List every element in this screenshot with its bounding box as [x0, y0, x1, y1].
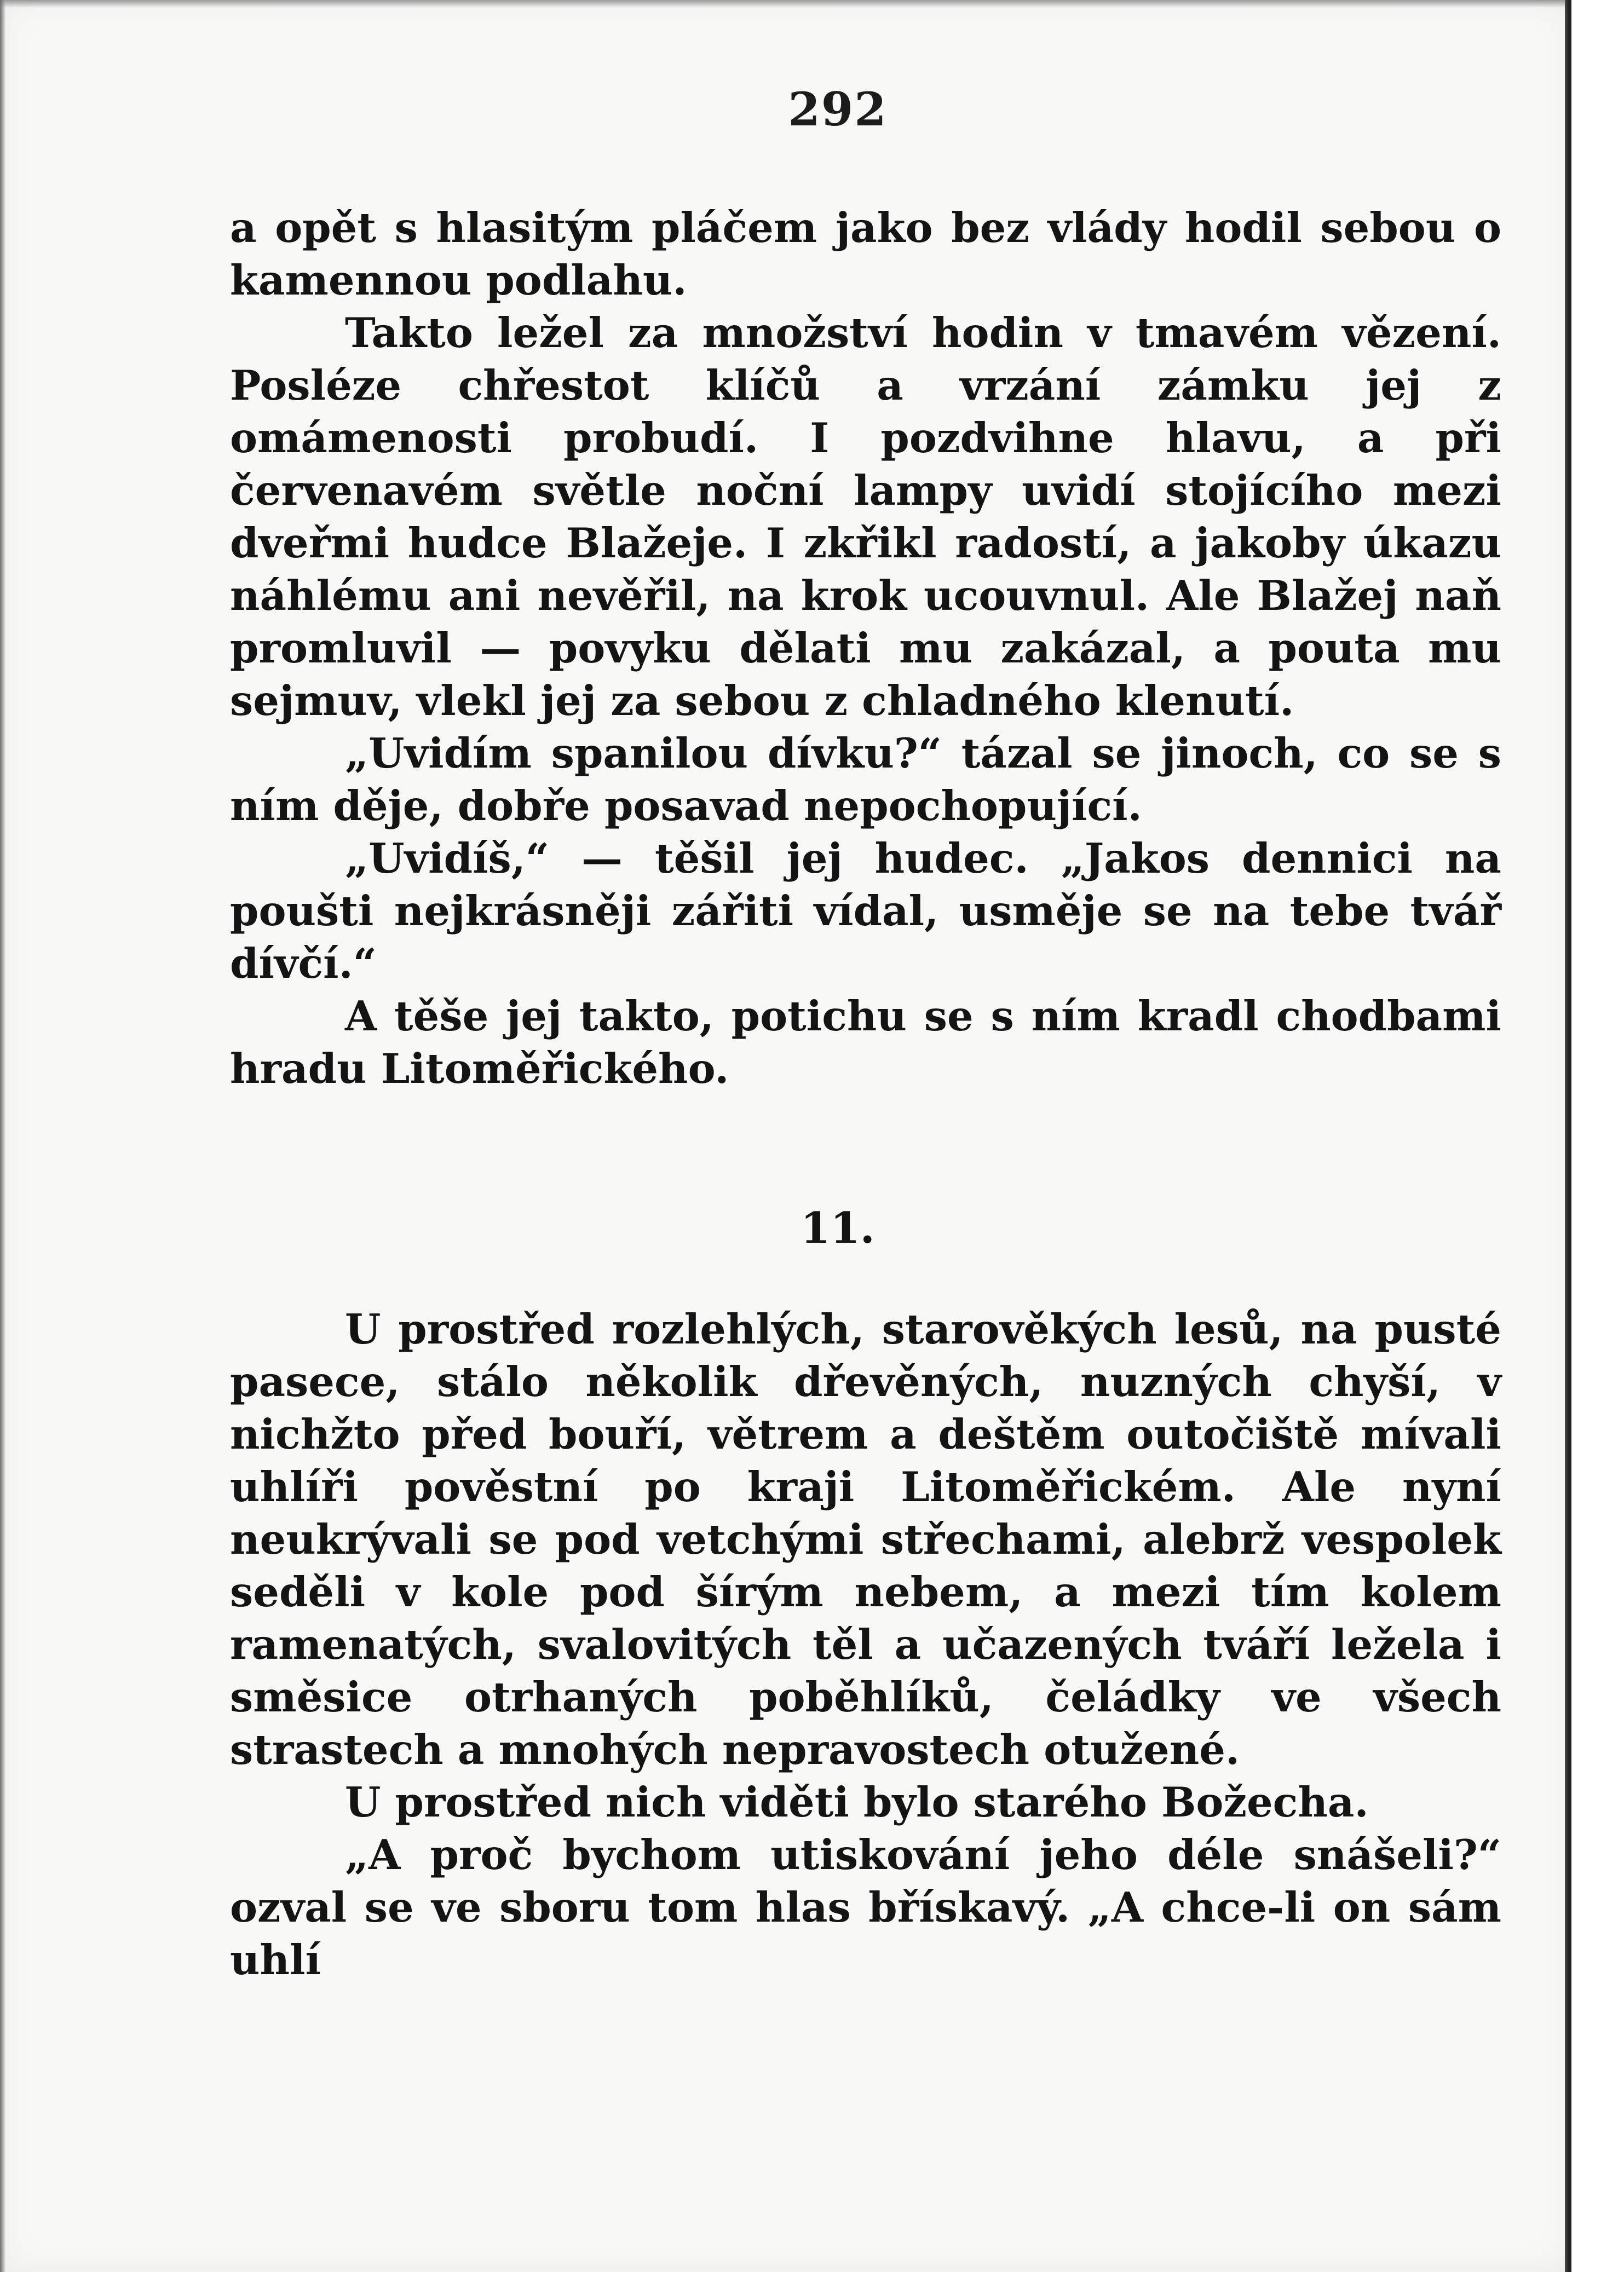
paragraph: „A proč bychom utiskování jeho déle snášeli?“ ozval se ve sboru tom hlas břískavý. „A chce-li on sám uhlí [230, 1831, 1501, 1984]
paragraph: a opět s hlasitým pláčem jako bez vlády hodil sebou o kamennou podlahu. [230, 204, 1501, 304]
text-block-after-section [230, 1303, 1501, 1986]
paragraph: U prostřed rozlehlých, starověkých lesů, na pusté pasece, stálo několik dřevěných, nuzných chyší, v nichžto před bouří, větrem a deštěm outočiště mívali uhlíři pověstní po kraji Litoměřickém. Ale nyní neukrývali se pod vetchými střechami, alebrž vespolek seděli v kole pod šírým nebem, a mezi tím kolem ramenatých, svalovitých těl a učazených tváří ležela i směsice otrhaných poběhlíků, čeládky ve všech strastech a mnohých nepravostech otužené. [230, 1305, 1501, 1774]
text-block-before-section [230, 201, 1501, 1095]
paragraph: Takto ležel za množství hodin v tmavém vězení. Posléze chřestot klíčů a vrzání zámku jej z omámenosti probudí. I pozdvihne hlavu, a při červenavém světle noční lampy uvidí stojícího mezi dveřmi hudce Blažeje. I zkřikl radostí, a jakoby úkazu náhlému ani nevěřil, na krok ucouvnul. Ale Blažej naň promluvil — povyku dělati mu zakázal, a pouta mu sejmuv, vlekl jej za sebou z chladného klenutí. [230, 309, 1501, 725]
page-left-edge [0, 0, 5, 2272]
paragraph: „Uvidím spanilou dívku?“ tázal se jinoch, co se s ním děje, dobře posavad nepochopující. [230, 729, 1501, 830]
paragraph: U prostřed nich viděti bylo starého Božecha. [345, 1778, 1369, 1826]
page-number: 292 [788, 82, 888, 136]
page-top-edge [0, 0, 1571, 8]
paragraph: „Uvidíš,“ — těšil jej hudec. „Jakos dennici na poušti nejkrásněji zářiti vídal, usměje se na tebe tvář dívčí.“ [230, 834, 1501, 988]
section-heading: 11. [801, 1203, 875, 1253]
scan-margin [1571, 0, 1624, 2272]
paragraph: A těše jej takto, potichu se s ním kradl chodbami hradu Litoměřického. [230, 992, 1501, 1093]
